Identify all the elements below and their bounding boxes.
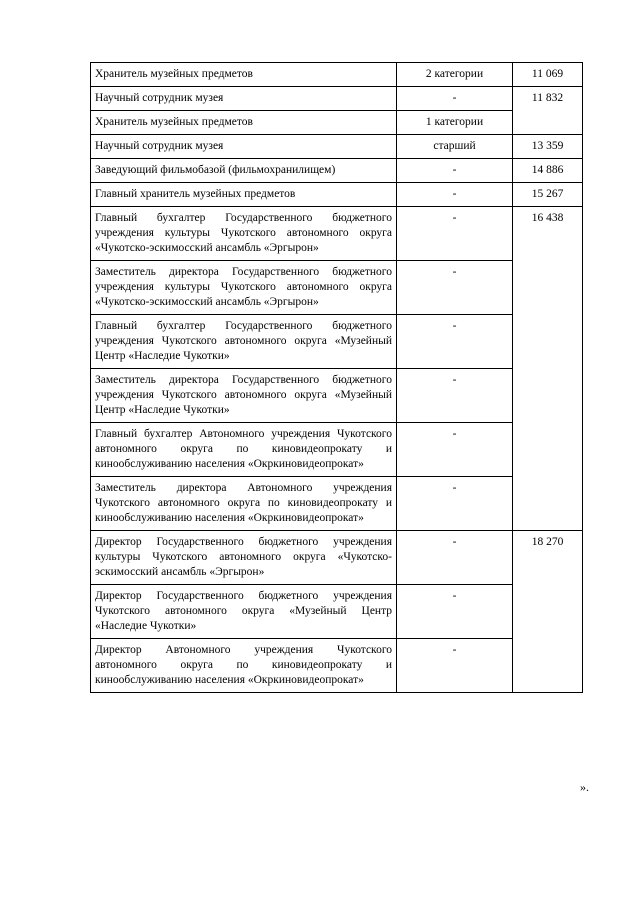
position-cell: Научный сотрудник музея	[91, 87, 397, 111]
table-row	[91, 135, 583, 159]
category-cell: 2 категории	[397, 63, 513, 87]
category-cell: -	[397, 639, 513, 693]
category-cell: -	[397, 423, 513, 477]
salary-cell: 11 069	[513, 63, 583, 87]
category-cell: -	[397, 87, 513, 111]
table-row	[91, 207, 583, 261]
position-cell: Научный сотрудник музея	[91, 135, 397, 159]
category-cell: -	[397, 207, 513, 261]
category-cell: -	[397, 315, 513, 369]
position-cell: Главный бухгалтер Автономного учреждения Чукотского автономного округа по киновидеопрокату и кинообслуживанию населения «Окркиновидеопрокат»	[91, 423, 397, 477]
table-row	[91, 87, 583, 111]
category-cell: -	[397, 477, 513, 531]
table-row	[91, 585, 583, 639]
position-cell: Хранитель музейных предметов	[91, 63, 397, 87]
table-row	[91, 63, 583, 87]
salary-cell: 13 359	[513, 135, 583, 159]
table-row	[91, 261, 583, 315]
table-row	[91, 111, 583, 135]
salary-cell: 16 438	[513, 207, 583, 531]
salary-table	[90, 62, 583, 693]
table-row	[91, 639, 583, 693]
table-row	[91, 183, 583, 207]
position-cell: Главный бухгалтер Государственного бюджетного учреждения Чукотского автономного округа «Музейный Центр «Наследие Чукотки»	[91, 315, 397, 369]
table-row	[91, 159, 583, 183]
position-cell: Заместитель директора Государственного бюджетного учреждения Чукотского автономного округа «Музейный Центр «Наследие Чукотки»	[91, 369, 397, 423]
salary-cell: 15 267	[513, 183, 583, 207]
position-cell: Главный бухгалтер Государственного бюджетного учреждения культуры Чукотского автономного округа «Чукотско-эскимосский ансамбль «Эргырон»	[91, 207, 397, 261]
position-cell: Директор Государственного бюджетного учреждения культуры Чукотского автономного округа «Чукотско-эскимосский ансамбль «Эргырон»	[91, 531, 397, 585]
salary-cell: 11 832	[513, 87, 583, 135]
category-cell: -	[397, 531, 513, 585]
category-cell: старший	[397, 135, 513, 159]
salary-cell: 18 270	[513, 531, 583, 693]
position-cell: Хранитель музейных предметов	[91, 111, 397, 135]
table-row	[91, 531, 583, 585]
position-cell: Главный хранитель музейных предметов	[91, 183, 397, 207]
salary-cell: 14 886	[513, 159, 583, 183]
closing-quote-mark: ».	[580, 780, 589, 794]
position-cell: Заместитель директора Государственного бюджетного учреждения культуры Чукотского автономного округа «Чукотско-эскимосский ансамбль «Эргырон»	[91, 261, 397, 315]
table-row	[91, 369, 583, 423]
table-row	[91, 315, 583, 369]
category-cell: -	[397, 585, 513, 639]
position-cell: Директор Автономного учреждения Чукотского автономного округа по киновидеопрокату и кинообслуживанию населения «Окркиновидеопрокат»	[91, 639, 397, 693]
position-cell: Директор Государственного бюджетного учреждения Чукотского автономного округа «Музейный Центр «Наследие Чукотки»	[91, 585, 397, 639]
table-row	[91, 423, 583, 477]
category-cell: -	[397, 159, 513, 183]
category-cell: -	[397, 183, 513, 207]
category-cell: -	[397, 369, 513, 423]
category-cell: 1 категории	[397, 111, 513, 135]
position-cell: Заместитель директора Автономного учреждения Чукотского автономного округа по киновидеопрокату и кинообслуживанию населения «Окркиновидеопрокат»	[91, 477, 397, 531]
category-cell: -	[397, 261, 513, 315]
table-row	[91, 477, 583, 531]
position-cell: Заведующий фильмобазой (фильмохранилищем)	[91, 159, 397, 183]
